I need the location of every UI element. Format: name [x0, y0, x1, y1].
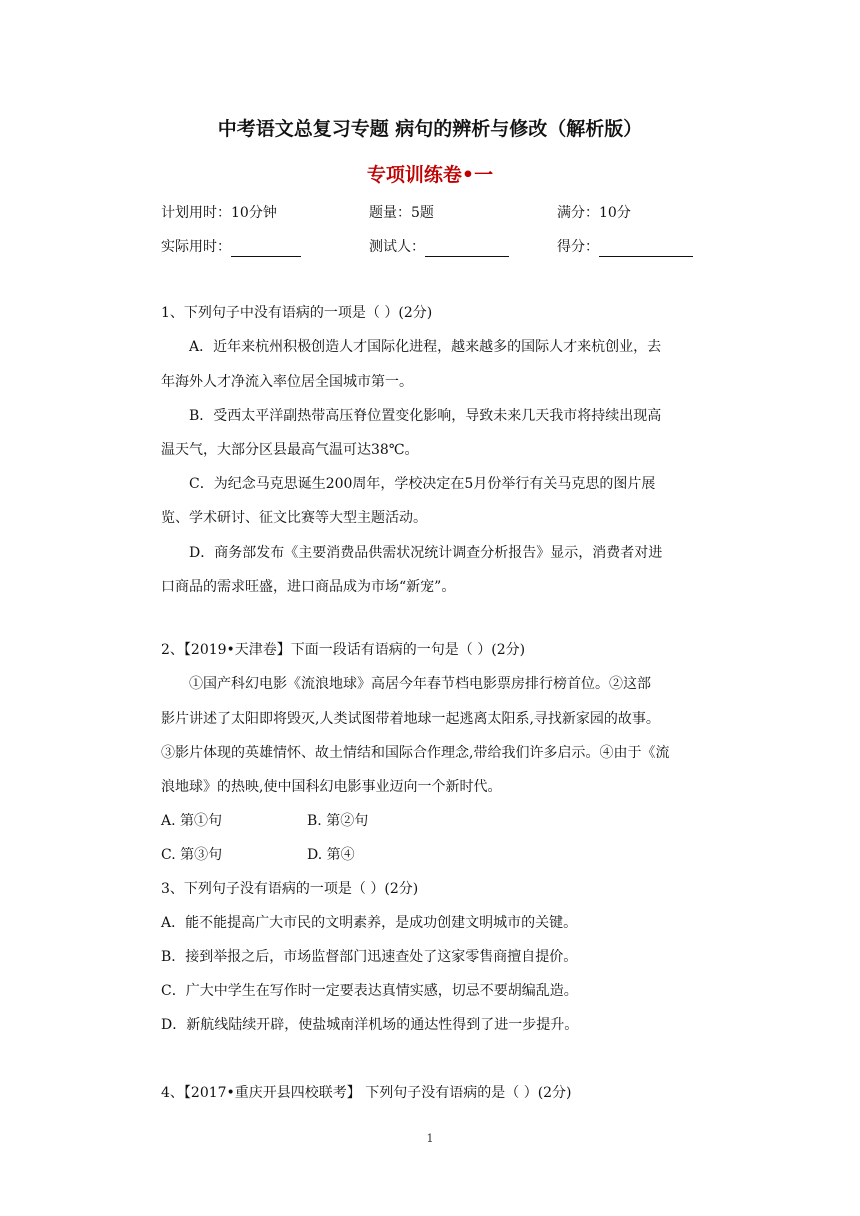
q2-passage-line1: ①国产科幻电影《流浪地球》高居今年春节档电影票房排行榜首位。②这部 [189, 676, 651, 692]
q2-option-c: C. 第③句 [161, 847, 223, 863]
q1-option-d-line1: D．商务部发布《主要消费品供需状况统计调查分析报告》显示，消费者对进 [189, 545, 663, 561]
question-count: 题量：5题 [369, 205, 434, 221]
q2-passage-line4: 浪地球》的热映,使中国科幻电影事业迈向一个新时代。 [161, 779, 502, 795]
q1-option-a-line1: A．近年来杭州积极创造人才国际化进程，越来越多的国际人才来杭创业，去 [189, 339, 662, 355]
score-field [557, 237, 693, 257]
document-subtitle: 专项训练卷•一 [366, 164, 494, 186]
q1-option-d-line2: 口商品的需求旺盛，进口商品成为市场“新宠”。 [161, 579, 456, 595]
q1-stem: 1、下列句子中没有语病的一项是（ ）(2分) [161, 305, 433, 321]
tester-label: 测试人： [369, 239, 425, 255]
page-number: 1 [426, 1132, 434, 1145]
q1-option-a-line2: 年海外人才净流入率位居全国城市第一。 [161, 374, 413, 390]
tester-blank [425, 240, 509, 257]
q1-option-c-line1: C．为纪念马克思诞生200周年，学校决定在5月份举行有关马克思的图片展 [189, 476, 656, 492]
score-blank [599, 240, 693, 257]
q3-stem: 3、下列句子没有语病的一项是（ ）(2分) [161, 881, 419, 897]
q2-passage-line2: 影片讲述了太阳即将毁灭,人类试图带着地球一起逃离太阳系,寻找新家园的故事。 [161, 711, 660, 727]
q1-option-b-line2: 温天气，大部分区县最高气温可达38℃。 [161, 442, 419, 458]
q2-stem: 2、【2019•天津卷】下面一段话有语病的一句是（ ）(2分) [161, 642, 526, 658]
q3-option-b: B．接到举报之后，市场监督部门迅速查处了这家零售商擅自提价。 [161, 949, 578, 965]
document-title: 中考语文总复习专题 病句的辨析与修改（解析版） [217, 118, 643, 140]
actual-time-blank [231, 240, 301, 257]
actual-time-label: 实际用时： [161, 239, 231, 255]
score-label: 得分： [557, 239, 599, 255]
full-score: 满分：10分 [557, 205, 631, 221]
q1-option-c-line2: 览、学术研讨、征文比赛等大型主题活动。 [161, 510, 427, 526]
q1-option-b-line1: B．受西太平洋副热带高压脊位置变化影响，导致未来几天我市将持续出现高 [189, 408, 662, 424]
q2-option-b: B. 第②句 [307, 813, 369, 829]
q3-option-a: A．能不能提高广大市民的文明素养，是成功创建文明城市的关键。 [161, 915, 578, 931]
q3-option-c: C．广大中学生在写作时一定要表达真情实感，切忌不要胡编乱造。 [161, 983, 578, 999]
actual-time-field [161, 237, 301, 257]
q3-option-d: D．新航线陆续开辟，使盐城南洋机场的通达性得到了进一步提升。 [161, 1017, 579, 1033]
q2-passage-line3: ③影片体现的英雄情怀、故土情结和国际合作理念,带给我们许多启示。④由于《流 [161, 745, 670, 761]
tester-field [369, 237, 509, 257]
q4-stem: 4、【2017•重庆开县四校联考】 下列句子没有语病的是（ ）(2分) [161, 1085, 572, 1101]
q2-option-d: D. 第④ [307, 847, 355, 863]
plan-time: 计划用时：10分钟 [161, 205, 277, 221]
q2-option-a: A. 第①句 [161, 813, 223, 829]
